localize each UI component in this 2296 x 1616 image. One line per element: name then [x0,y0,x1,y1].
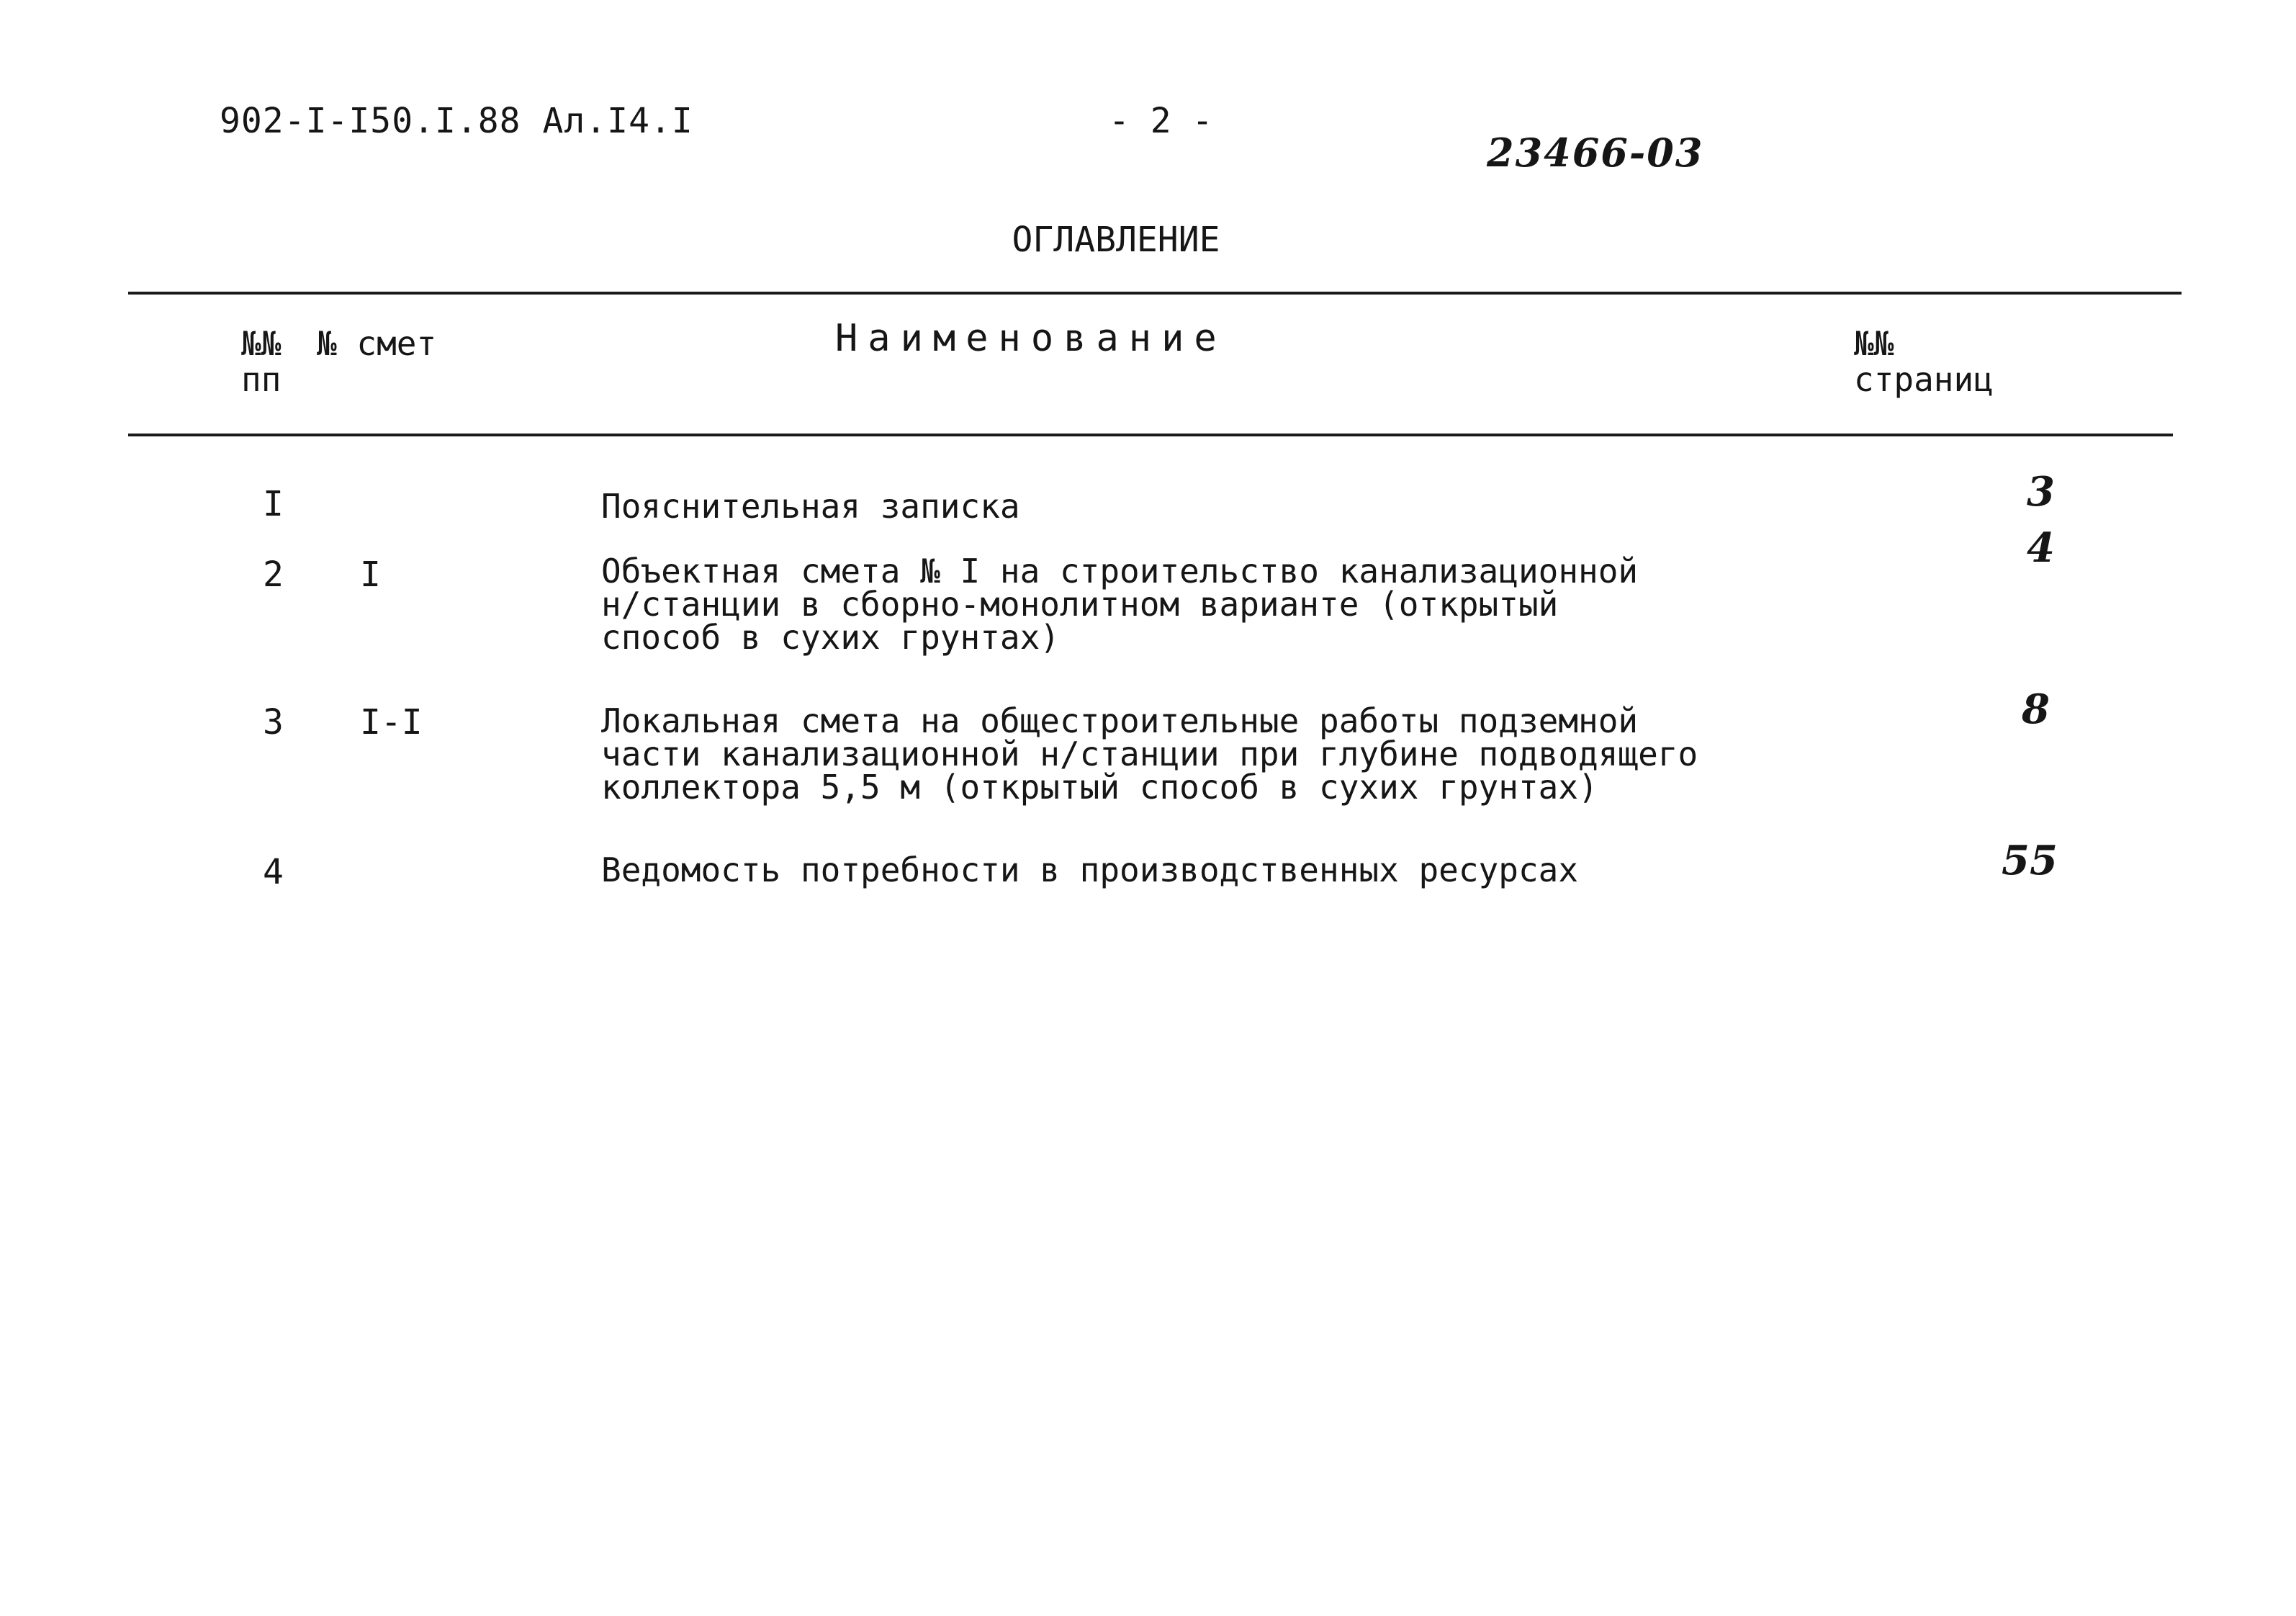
row-2-estimate: I [360,555,381,595]
row-3-estimate: I-I [360,702,423,742]
row-1-number: I [263,484,284,524]
row-1-name: Пояснительная записка [601,487,1020,526]
row-3-page: 8 [2022,686,2050,733]
document-code: 902-I-I50.I.88 Ал.I4.I [220,101,693,141]
handwritten-number: 23466-03 [1487,130,1704,176]
page-number: - 2 - [1109,101,1213,141]
column-header-estimate: № смет [317,324,437,363]
column-header-name: Наименование [835,317,1227,360]
row-4-name: Ведомость потребности в производственных ресурсах [601,850,1579,889]
row-3-name: Локальная смета на общестроительные работы подземной части канализационной н/станции при глубине подводящего коллектора 5,5 м (открытый способ в сухих грунтах) [601,701,1698,807]
table-top-rule [128,292,2182,295]
row-4-page: 55 [2002,837,2058,884]
table-header-rule [128,434,2173,436]
toc-title: ОГЛАВЛЕНИЕ [1012,220,1220,260]
column-header-number: №№ пп [241,324,282,399]
column-header-pages: №№ страниц [1854,324,1994,399]
row-1-page: 3 [2027,468,2055,516]
row-3-number: 3 [263,702,284,742]
row-2-name: Объектная смета № I на строительство канализационной н/станции в сборно-монолитном варианте (открытый способ в сухих грунтах) [601,552,1639,657]
row-4-number: 4 [263,852,284,892]
row-2-number: 2 [263,555,284,595]
row-2-page: 4 [2027,524,2055,572]
